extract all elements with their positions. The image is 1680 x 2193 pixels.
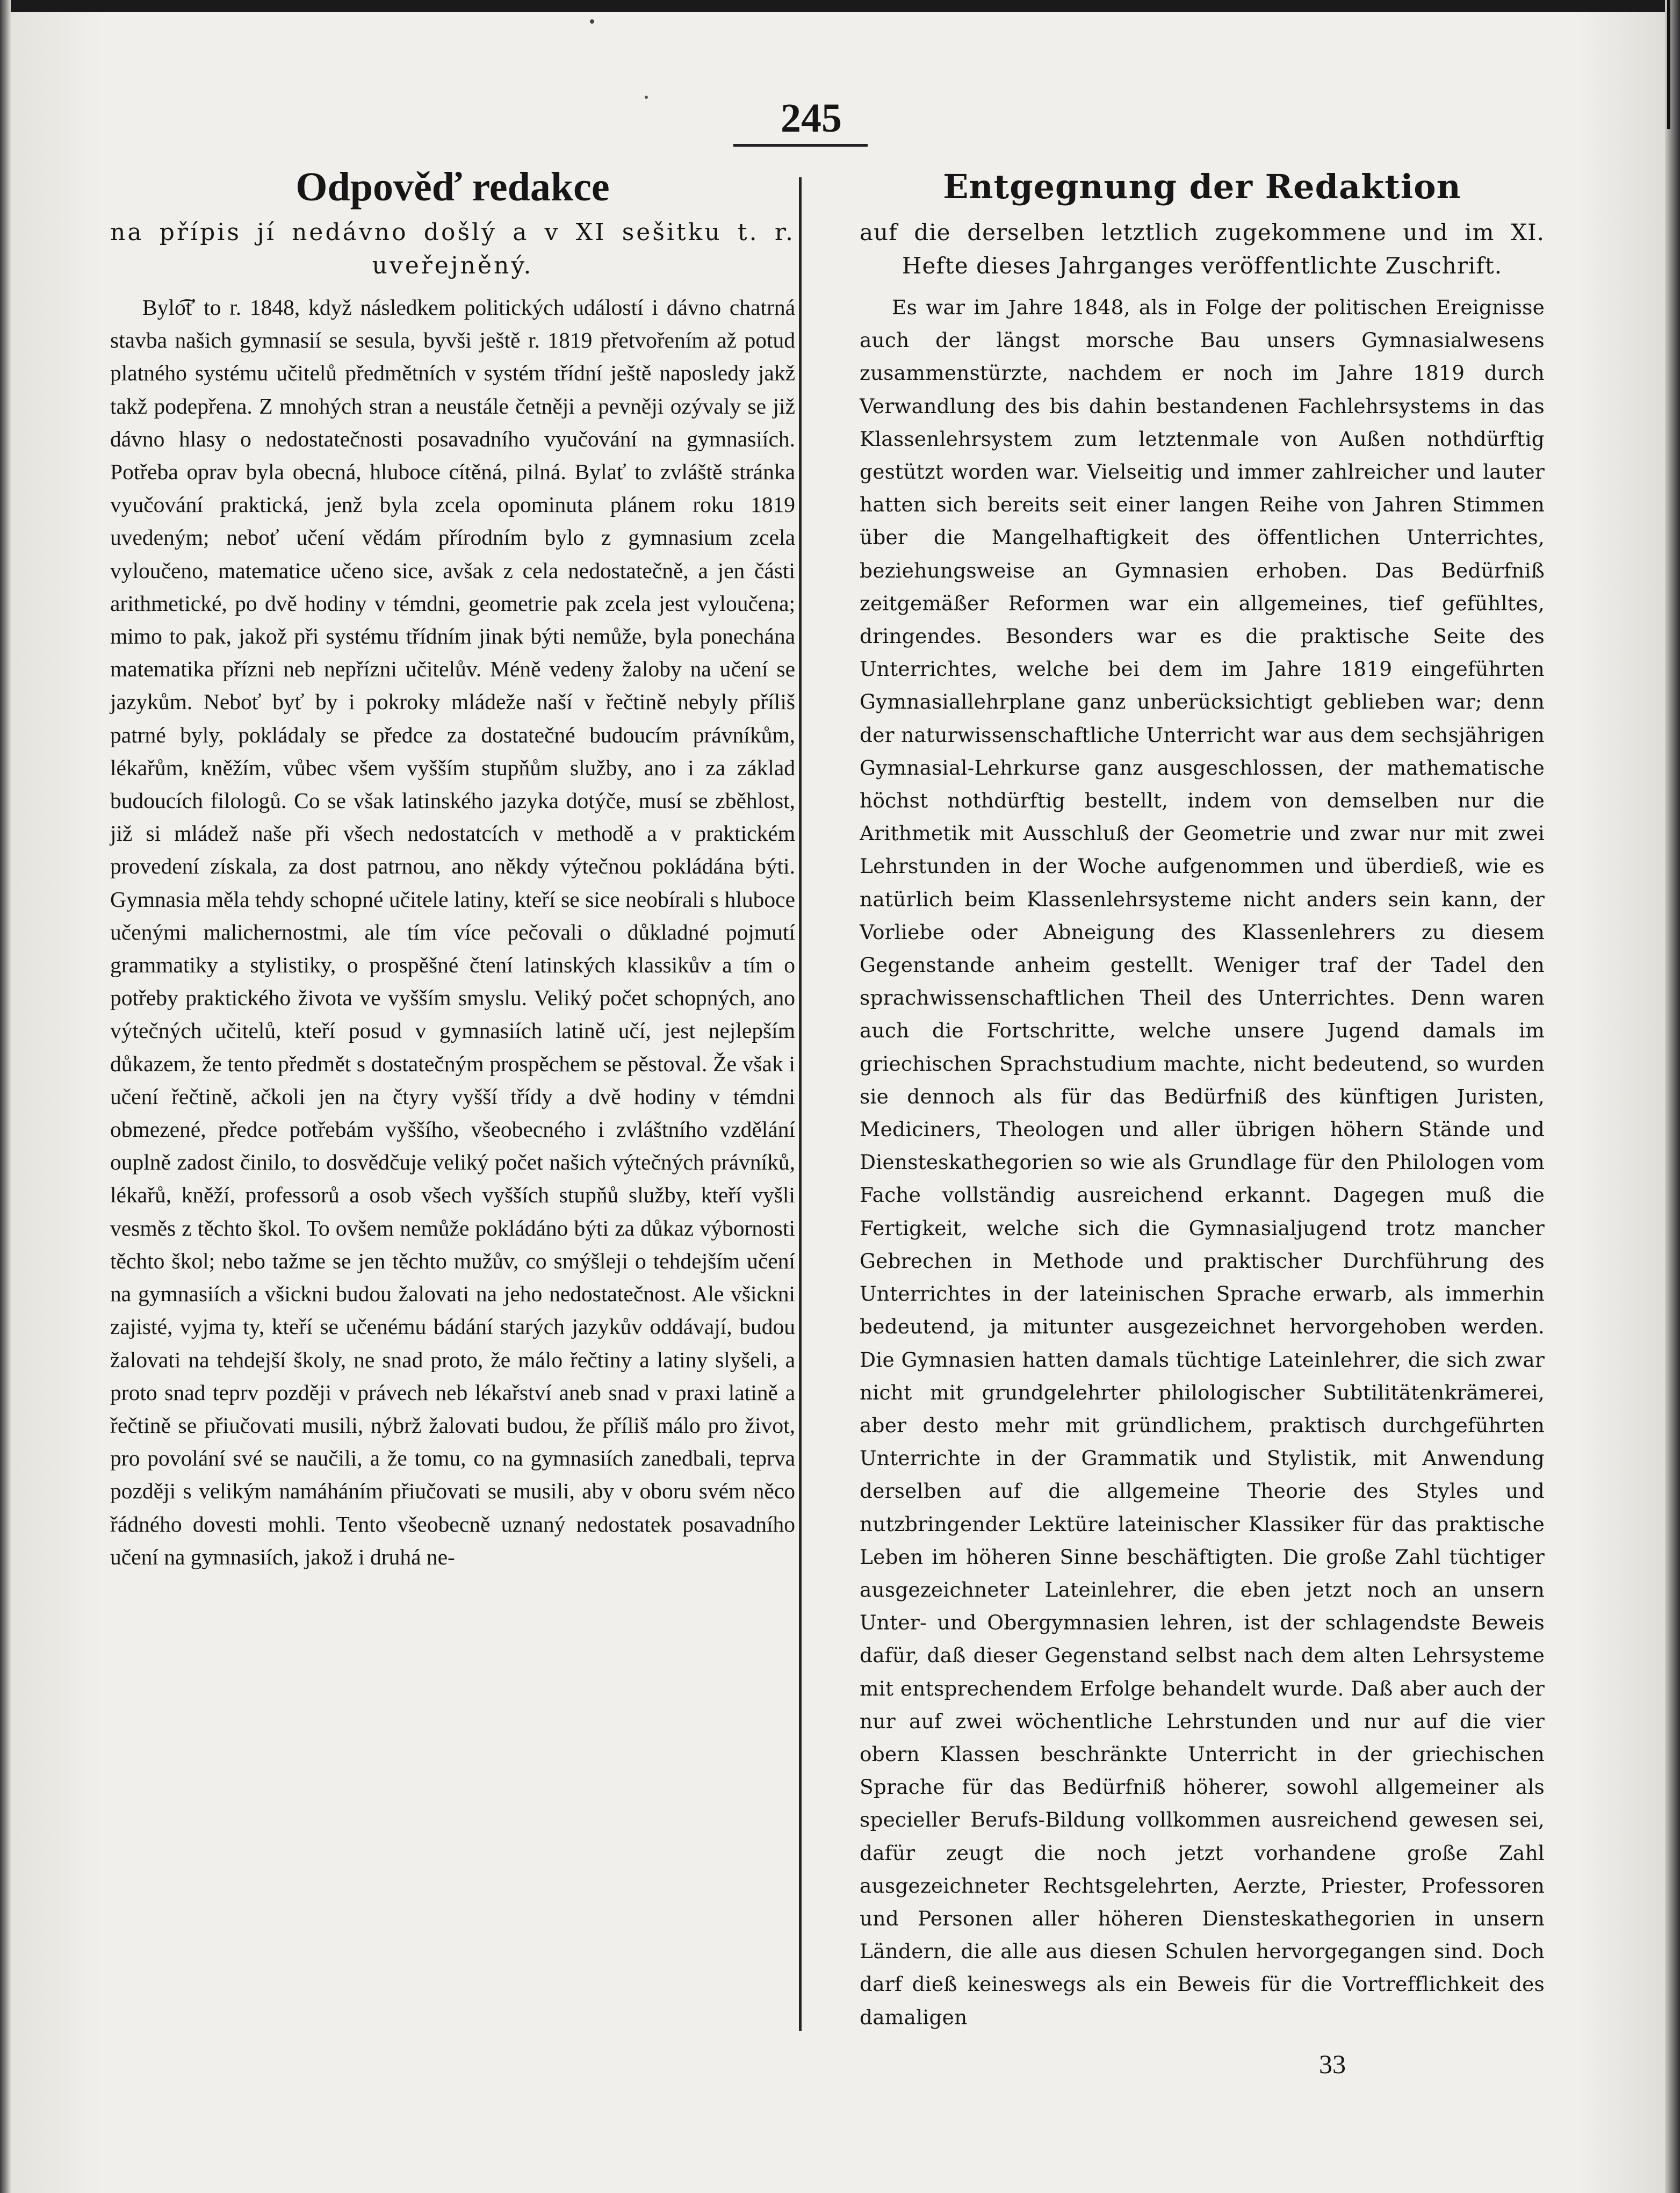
sheet-signature: 33: [1319, 2049, 1346, 2079]
ink-spot: [645, 96, 648, 99]
czech-subtitle: na přípis jí nedávno došlý a v XI sešitku t. r. uveřejněný.: [110, 219, 795, 279]
german-body: Es war im Jahre 1848, als in Folge der politischen Ereignisse auch der längst morsche Bau unsers Gymnasialwesens zusammenstürzte, nachdem er noch im Jahre 1819 durch Verwandlung des bis dahin bestandenen Fachlehrsystems in das Klassenlehrsystem zum letztenmale von Außen nothdürftig gestützt worden war. Vielseitig und immer zahlreicher und lauter hatten sich bereits seit einer langen Reihe von Jahren Stimmen über die Mangelhaftigkeit des öffentlichen Unterrichtes, beziehungsweise an Gymnasien erhoben. Das Bedürfniß zeitgemäßer Reformen war ein allgemeines, tief gefühltes, dringendes. Besonders war es die praktische Seite des Unterrichtes, welche bei dem im Jahre 1819 eingeführten Gymnasiallehrplane ganz unberücksichtigt geblieben war; denn der naturwissenschaftliche Unterricht war aus dem sechsjährigen Gymnasial-Lehrkurse ganz ausgeschlossen, der mathematische höchst nothdürftig bestellt, indem von demselben nur die Arithmetik mit Ausschluß der Geometrie und zwar nur mit zwei Lehrstunden in der Woche aufgenommen und überdieß, wie es natürlich beim Klassenlehrsysteme nicht anders sein kann, der Vorliebe oder Abneigung des Klassenlehrers zu diesem Gegenstande anheim gestellt. Weniger traf der Tadel den sprachwissenschaftlichen Theil des Unterrichtes. Denn waren auch die Fortschritte, welche unsere Jugend damals im griechischen Sprachstudium machte, nicht bedeutend, so wurden sie dennoch als für das Bedürfniß des künftigen Juristen, Mediciners, Theologen und aller übrigen höhern Stände und Diensteskathegorien so wie als Grundlage für den Philologen vom Fache vollständig ausreichend erkannt. Dagegen muß die Fertigkeit, welche sich die Gymnasialjugend trotz mancher Gebrechen in Methode und praktischer Durchführung des Unterrichtes in der lateinischen Sprache erwarb, als immerhin bedeutend, ja mitunter ausgezeichnet hervorgehoben werden. Die Gymnasien hatten damals tüchtige Lateinlehrer, die sich zwar nicht mit grundgelehrter philologischer Subtilitätenkrämerei, aber desto mehr mit gründlichem, praktisch durchgeführten Unterrichte in der Grammatik und Stylistik, mit Anwendung derselben auf die allgemeine Theorie des Styles und nutzbringender Lektüre lateinischer Klassiker für das praktische Leben im höheren Sinne beschäftigten. Die große Zahl tüchtiger ausgezeichneter Lateinlehrer, die eben jetzt noch an unsern Unter- und Obergymnasien lehren, ist der schlagendste Beweis dafür, daß dieser Gegenstand selbst nach dem alten Lehrsysteme mit entsprechendem Erfolge behandelt wurde. Daß aber auch der nur auf zwei wöchentliche Lehrstunden und nur auf die vier obern Klassen beschränkte Unterricht in der griechischen Sprache für das Bedürfniß höherer, sowohl allgemeiner als specieller Berufs-Bildung vollkommen ausreichend gewesen sei, dafür zeugt die noch jetzt vorhandene große Zahl ausgezeichneter Rechtsgelehrten, Aerzte, Priester, Professoren und Personen aller höheren Diensteskathegorien in unsern Ländern, die alle aus diesen Schulen hervorgegangen sind. Doch darf dieß keineswegs als ein Beweis für die Vortrefflichkeit des damaligen: [860, 295, 1545, 2029]
page-number-rule: [733, 144, 868, 147]
ink-spot: [590, 19, 594, 24]
german-column: [860, 161, 1545, 2034]
scan-right-edge: [1665, 0, 1680, 2193]
czech-body: Bylo͡ť to r. 1848, když následkem politických událostí i dávno chatrná stavba našich gymnasií se sesula, byvši ještě r. 1819 přetvořením až potud platného systému učitelů předmětních v systém třídní ještě naposledy jakž takž podepřena. Z mnohých stran a neustále četněji a pevněji ozývaly se již dávno hlasy o nedostatečnosti posavadního vyučování na gymnasiích. Potřeba oprav byla obecná, hluboce cítěná, pilná. Bylať to zvláště stránka vyučování praktická, jenž byla zcela opominuta plánem roku 1819 uvedeným; neboť učení vědám přírodním bylo z gymnasium zcela vyloučeno, matematice učeno sice, avšak z cela nedostatečně, a jen části arithmetické, po dvě hodiny v témdni, geometrie pak zcela jest vyloučena; mimo to pak, jakož při systému třídním jinak býti nemůže, byla ponechána matematika přízni neb nepřízni učitelův. Méně vedeny žaloby na učení se jazykům. Neboť byť by i pokroky mládeže naší v řečtině nebyly příliš patrné byly, pokládaly se předce za dostatečné budoucím právníkům, lékařům, kněžím, vůbec všem vyšším stupňům služby, ano i za základ budoucích filologů. Co se však latinského jazyka dotýče, musí se zběhlost, již si mládež naše při všech nedostatcích v methodě a v praktickém provedení získala, za dost patrnou, ano někdy výtečnou pokládána býti. Gymnasia měla tehdy schopné učitele latiny, kteří se sice neobírali s hluboce učenými malichernostmi, ale tím více pečovali o důkladné pojmutí grammatiky a stylistiky, o prospěšné čtení latinských klassikův a tím o potřeby praktického života ve vyšším smyslu. Veliký počet schopných, ano výtečných učitelů, kteří posud v gymnasiích latině učí, jest nejlepším důkazem, že tento předmět s dostatečným prospěchem se pěstoval. Že však i učení řečtině, ačkoli jen na čtyry vyšší třídy a dvě hodiny v témdni obmezené, předce potřebám vyššího, všeobecného i zvláštního vzdělání ouplně zadost činilo, to dosvědčuje veliký počet našich výtečných právníků, lékařů, kněží, professorů a osob všech vyšších stupňů služby, kteří vyšli vesměs z těchto škol. To ovšem nemůže pokládáno býti za důkaz výbornosti těchto škol; nebo tažme se jen těchto mužův, co smýšleji o tehdejším učení na gymnasiích a všickni budou žalovati na jeho nedostatečnost. Ale všickni zajisté, vyjma ty, kteří se učenému bádání starých jazykův oddávají, budou žalovati na tehdejší školy, ne snad proto, že málo řečtiny a latiny slyšeli, a proto snad teprv později v právech neb lékařství aneb snad v praxi latině a řečtině se přiučovati musili, nýbrž žalovati budou, že příliš málo pro život, pro povolání své se naučili, a že tomu, co na gymnasiích zanedbali, teprva později s velikým namáháním přiučovati se musili, aby v oboru svém něco řádného dovesti mohli. Tento všeobecně uznaný nedostatek posavadního učení na gymnasiích, jakož i druhá ne-: [110, 295, 795, 1569]
czech-title: Odpověď redakce: [295, 164, 610, 210]
column-divider: [799, 177, 802, 2031]
scan-top-edge: [0, 0, 1680, 12]
german-title: Entgegnung der Redaktion: [943, 167, 1461, 206]
scan-artifact-line: [1667, 0, 1670, 129]
german-subtitle: auf die derselben letztlich zugekommene und im XI. Hefte dieses Jahrganges veröffentlichte Zuschrift.: [860, 219, 1545, 279]
czech-column: [110, 161, 795, 1574]
page-number: 245: [781, 96, 842, 141]
scan-left-edge: [0, 0, 11, 2193]
